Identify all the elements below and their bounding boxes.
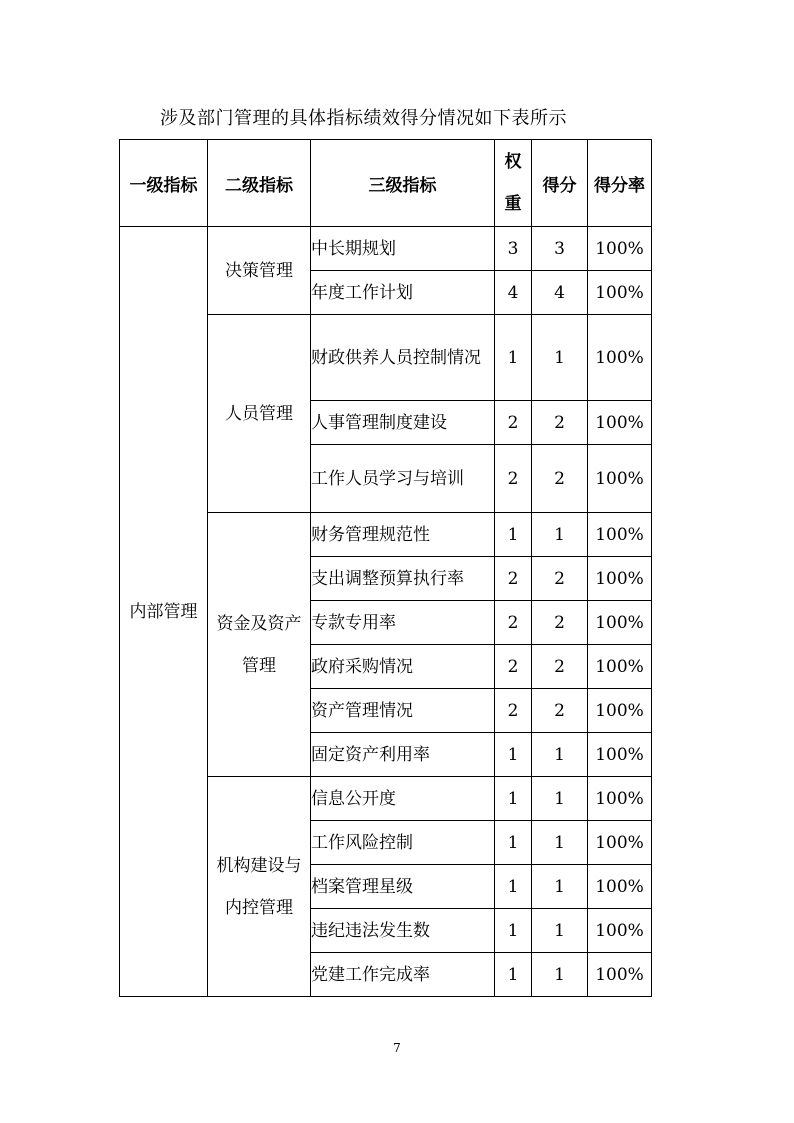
score-cell: 1 bbox=[532, 821, 588, 865]
level3-cell: 工作人员学习与培训 bbox=[311, 445, 495, 513]
score-cell: 2 bbox=[532, 601, 588, 645]
level2-label: 决策管理 bbox=[225, 260, 293, 281]
weight-cell: 2 bbox=[495, 401, 532, 445]
weight-cell: 2 bbox=[495, 445, 532, 513]
level3-cell: 固定资产利用率 bbox=[311, 733, 495, 777]
weight-cell: 2 bbox=[495, 557, 532, 601]
weight-cell: 2 bbox=[495, 689, 532, 733]
weight-cell: 1 bbox=[495, 777, 532, 821]
score-cell: 2 bbox=[532, 645, 588, 689]
rate-cell: 100% bbox=[588, 513, 652, 557]
level3-cell: 中长期规划 bbox=[311, 227, 495, 271]
rate-cell: 100% bbox=[588, 953, 652, 997]
header-weight-line2: 重 bbox=[504, 194, 522, 214]
rate-cell: 100% bbox=[588, 645, 652, 689]
level3-cell: 工作风险控制 bbox=[311, 821, 495, 865]
level2-cell bbox=[208, 227, 311, 315]
level2-label: 资金及资产 bbox=[216, 613, 302, 634]
weight-cell: 1 bbox=[495, 821, 532, 865]
level2-cell bbox=[208, 315, 311, 513]
weight-cell: 1 bbox=[495, 865, 532, 909]
rate-cell: 100% bbox=[588, 227, 652, 271]
level3-cell: 人事管理制度建设 bbox=[311, 401, 495, 445]
rate-cell: 100% bbox=[588, 601, 652, 645]
rate-cell: 100% bbox=[588, 689, 652, 733]
header-row bbox=[120, 140, 652, 227]
level2-label: 人员管理 bbox=[225, 403, 293, 424]
rate-cell: 100% bbox=[588, 557, 652, 601]
weight-cell: 1 bbox=[495, 513, 532, 557]
rate-cell: 100% bbox=[588, 445, 652, 513]
weight-cell: 2 bbox=[495, 645, 532, 689]
rate-cell: 100% bbox=[588, 821, 652, 865]
score-cell: 3 bbox=[532, 227, 588, 271]
level2-label: 机构建设与 bbox=[216, 855, 302, 876]
level2-cell bbox=[208, 513, 311, 777]
level3-cell: 档案管理星级 bbox=[311, 865, 495, 909]
level3-cell: 党建工作完成率 bbox=[311, 953, 495, 997]
weight-cell: 2 bbox=[495, 601, 532, 645]
score-cell: 2 bbox=[532, 689, 588, 733]
header-level1: 一级指标 bbox=[120, 140, 208, 227]
header-weight-line1: 权 bbox=[504, 152, 522, 172]
weight-cell: 3 bbox=[495, 227, 532, 271]
score-cell: 1 bbox=[532, 953, 588, 997]
score-cell: 1 bbox=[532, 865, 588, 909]
level3-cell: 年度工作计划 bbox=[311, 271, 495, 315]
rate-cell: 100% bbox=[588, 733, 652, 777]
level2-cell bbox=[208, 777, 311, 997]
table-row bbox=[120, 227, 652, 271]
score-cell: 2 bbox=[532, 557, 588, 601]
rate-cell: 100% bbox=[588, 777, 652, 821]
score-cell: 1 bbox=[532, 315, 588, 401]
level3-cell: 违纪违法发生数 bbox=[311, 909, 495, 953]
level2-label: 内控管理 bbox=[225, 897, 293, 918]
header-rate: 得分率 bbox=[588, 140, 652, 227]
header-score: 得分 bbox=[532, 140, 588, 227]
weight-cell: 4 bbox=[495, 271, 532, 315]
rate-cell: 100% bbox=[588, 909, 652, 953]
rate-cell: 100% bbox=[588, 315, 652, 401]
page-number: 7 bbox=[393, 1041, 401, 1055]
level3-cell: 资产管理情况 bbox=[311, 689, 495, 733]
intro-text: 涉及部门管理的具体指标绩效得分情况如下表所示 bbox=[160, 108, 567, 129]
score-cell: 2 bbox=[532, 445, 588, 513]
level1-cell: 内部管理 bbox=[120, 227, 208, 997]
score-cell: 2 bbox=[532, 401, 588, 445]
weight-cell: 1 bbox=[495, 315, 532, 401]
header-level2: 二级指标 bbox=[208, 140, 311, 227]
weight-cell: 1 bbox=[495, 733, 532, 777]
rate-cell: 100% bbox=[588, 271, 652, 315]
level3-cell: 支出调整预算执行率 bbox=[311, 557, 495, 601]
header-level3: 三级指标 bbox=[311, 140, 495, 227]
score-cell: 4 bbox=[532, 271, 588, 315]
indicator-score-table bbox=[119, 139, 652, 997]
header-weight bbox=[495, 140, 532, 227]
score-cell: 1 bbox=[532, 513, 588, 557]
level3-cell: 信息公开度 bbox=[311, 777, 495, 821]
rate-cell: 100% bbox=[588, 865, 652, 909]
score-cell: 1 bbox=[532, 733, 588, 777]
score-cell: 1 bbox=[532, 909, 588, 953]
score-cell: 1 bbox=[532, 777, 588, 821]
level3-cell: 政府采购情况 bbox=[311, 645, 495, 689]
weight-cell: 1 bbox=[495, 909, 532, 953]
level3-cell: 专款专用率 bbox=[311, 601, 495, 645]
level3-cell: 财政供养人员控制情况 bbox=[311, 315, 495, 401]
level3-cell: 财务管理规范性 bbox=[311, 513, 495, 557]
level2-label: 管理 bbox=[242, 655, 276, 676]
weight-cell: 1 bbox=[495, 953, 532, 997]
rate-cell: 100% bbox=[588, 401, 652, 445]
